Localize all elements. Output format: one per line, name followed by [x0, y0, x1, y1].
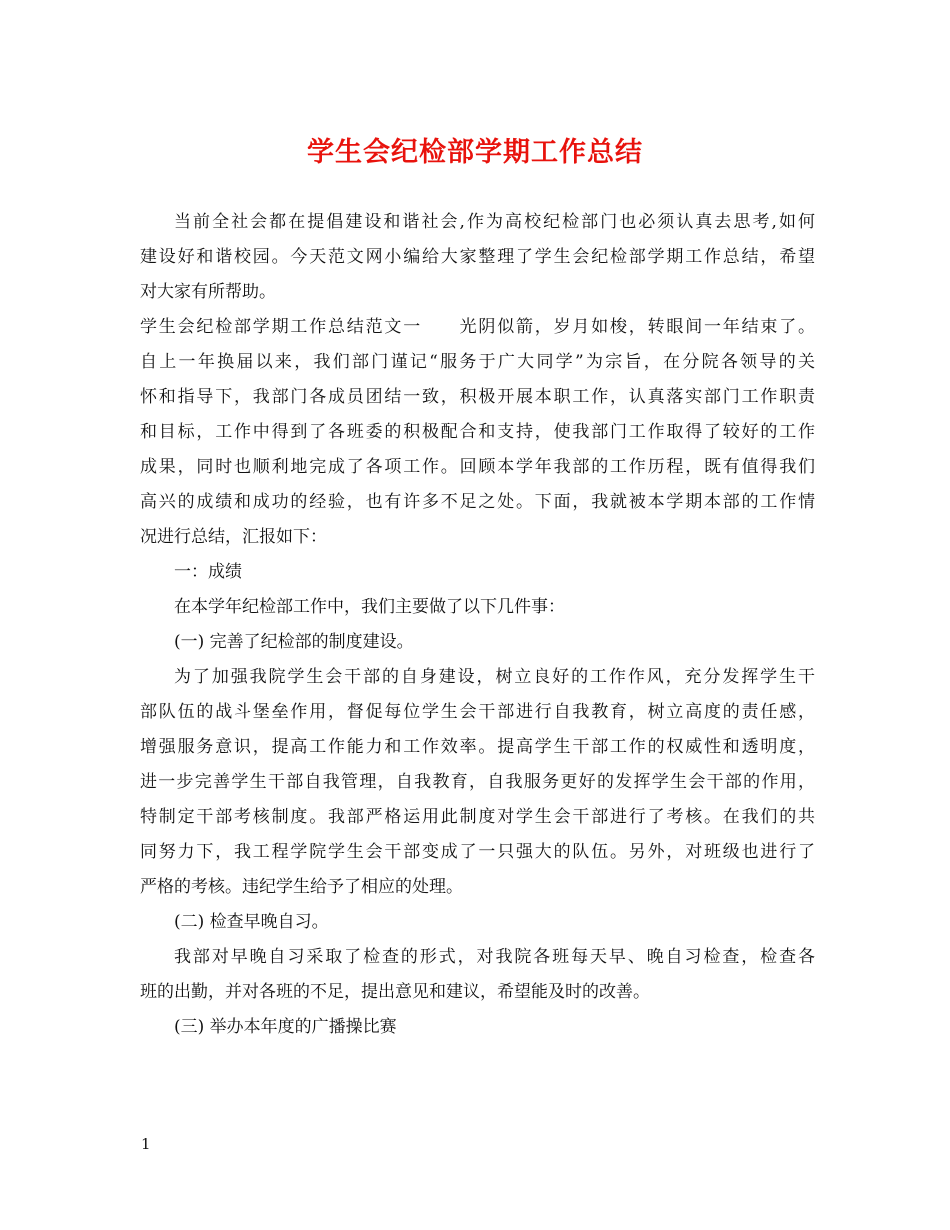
- paragraph-line: 特制定干部考核制度。我部严格运用此制度对学生会干部进行了考核。在我们的共: [140, 807, 815, 827]
- subsection-heading: (一) 完善了纪检部的制度建设。: [174, 632, 414, 652]
- paragraph-line: 班的出勤，并对各班的不足，提出意见和建议，希望能及时的改善。: [140, 982, 650, 1002]
- section-heading: 一：成绩: [174, 562, 242, 582]
- document-body: [140, 205, 815, 1045]
- paragraph-line: 为了加强我院学生会干部的自身建设，树立良好的工作作风，充分发挥学生干: [174, 667, 815, 687]
- paragraph-line: 成果，同时也顺利地完成了各项工作。回顾本学年我部的工作历程，既有值得我们: [140, 457, 815, 477]
- document-title: 学生会纪检部学期工作总结: [307, 137, 643, 168]
- paragraph-line: 自上一年换届以来，我们部门谨记“服务于广大同学”为宗旨，在分院各领导的关: [140, 352, 815, 372]
- paragraph-line: 我部对早晚自习采取了检查的形式，对我院各班每天早、晚自习检查，检查各: [174, 947, 815, 967]
- paragraph-line: 建设好和谐校园。今天范文网小编给大家整理了学生会纪检部学期工作总结，希望: [140, 247, 815, 267]
- paragraph-line: 增强服务意识，提高工作能力和工作效率。提高学生干部工作的权威性和透明度，: [140, 737, 815, 757]
- paragraph-line: 对大家有所帮助。: [140, 282, 276, 302]
- paragraph-line: 当前全社会都在提倡建设和谐社会,作为高校纪检部门也必须认真去思考,如何: [174, 212, 815, 232]
- paragraph-line: 高兴的成绩和成功的经验，也有许多不足之处。下面，我就被本学期本部的工作情: [140, 492, 815, 512]
- paragraph-line: 况进行总结，汇报如下：: [140, 527, 327, 547]
- paragraph-line: 和目标，工作中得到了各班委的积极配合和支持，使我部门工作取得了较好的工作: [140, 422, 815, 442]
- paragraph-line: 学生会纪检部学期工作总结范文一 光阴似箭，岁月如梭，转眼间一年结束了。: [140, 317, 815, 337]
- paragraph-line: 部队伍的战斗堡垒作用，督促每位学生会干部进行自我教育，树立高度的责任感，: [140, 702, 815, 722]
- paragraph-line: 怀和指导下，我部门各成员团结一致，积极开展本职工作，认真落实部门工作职责: [140, 387, 815, 407]
- paragraph-line: 在本学年纪检部工作中，我们主要做了以下几件事：: [174, 597, 565, 617]
- page-number: 1: [141, 1135, 151, 1153]
- paragraph-line: 同努力下，我工程学院学生会干部变成了一只强大的队伍。另外，对班级也进行了: [140, 842, 815, 862]
- subsection-heading: (二) 检查早晚自习。: [174, 912, 329, 932]
- subsection-heading: (三) 举办本年度的广播操比赛: [174, 1017, 397, 1037]
- paragraph-line: 严格的考核。违纪学生给予了相应的处理。: [140, 877, 463, 897]
- paragraph-line: 进一步完善学生干部自我管理，自我教育，自我服务更好的发挥学生会干部的作用，: [140, 772, 815, 792]
